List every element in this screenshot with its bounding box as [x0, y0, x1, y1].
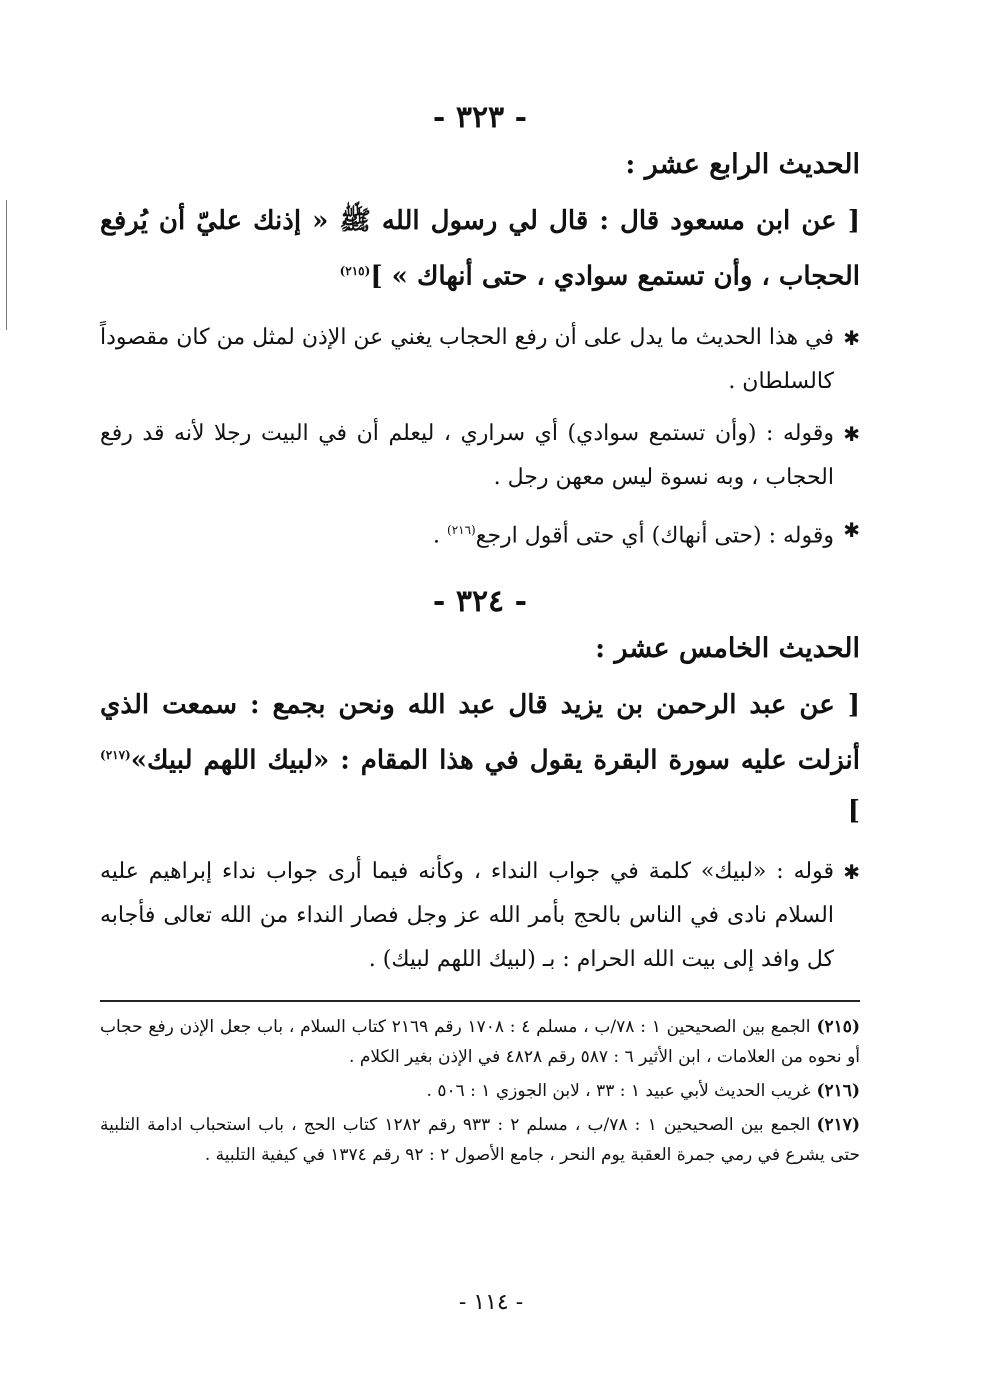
page-number: - ١١٤ -: [458, 1290, 524, 1315]
commentary-paragraph: [100, 850, 860, 982]
hadith-title: الحديث الخامس عشر :: [595, 632, 860, 664]
hadith-text: [100, 680, 860, 836]
footnote: [100, 1076, 860, 1106]
hadith-text: [100, 196, 860, 302]
hadith-title: الحديث الرابع عشر :: [625, 149, 860, 180]
commentary-paragraph: [100, 412, 860, 500]
asterisk-icon: ✱: [843, 517, 860, 542]
commentary-text: قوله : «لبيك» كلمة في جواب النداء ، وكأنه فيما أرى جواب نداء إبراهيم عليه السلام نادى في الناس بالحج بأمر الله عز وجل فصار النداء من الله تعالى فأجابه كل وافد إلى بيت الله الحرام : بـ (لبيك اللهم لبيك) .: [100, 858, 834, 972]
hadith-body: [ عن عبد الرحمن بن يزيد قال عبد الله ونحن بجمع : سمعت الذي أنزلت عليه سورة البقرة يقول في هذا المقام : «لبيك اللهم لبيك»: [100, 689, 860, 776]
commentary-text: وقوله : (وأن تستمع سوادي) أي سراري ، ليعلم أن في البيت رجلا لأنه قد رفع الحجاب ، وبه نسوة ليس معهن رجل .: [100, 420, 834, 490]
commentary-end: .: [433, 522, 448, 548]
hadith-end: ]: [847, 795, 860, 826]
footnote-text: الجمع بين الصحيحين ١ : ٧٨/ب ، مسلم ٢ : ٩٣٣ رقم ١٢٨٢ كتاب الحج ، باب استحباب ادامة التلبية حتى يشرع في رمي جمرة العقبة يوم النحر ، جامع الأصول ٢ : ٩٢ رقم ١٣٧٤ في كيفية التلبية .: [100, 1114, 860, 1165]
document-page: [100, 100, 860, 1174]
commentary-text: في هذا الحديث ما يدل على أن رفع الحجاب يغني عن الإذن لمثل من كان مقصوداً كالسلطان .: [100, 324, 834, 394]
asterisk-icon: ✱: [843, 421, 860, 446]
footnote-number: (٢١٧): [816, 1114, 860, 1135]
asterisk-icon: ✱: [843, 325, 860, 350]
commentary-text: وقوله : (حتى أنهاك) أي حتى أقول ارجع: [475, 522, 834, 548]
footnote-ref: (٢١٥): [339, 264, 371, 278]
footnote-text: غريب الحديث لأبي عبيد ١ : ٣٣ ، لابن الجوزي ١ : ٥٠٦ .: [426, 1080, 811, 1101]
commentary-paragraph: [100, 316, 860, 404]
commentary-paragraph: [100, 508, 860, 558]
footnote-separator: [100, 1000, 860, 1002]
footnote-ref: (٢١٦): [447, 522, 476, 537]
footnote-number: (٢١٦): [816, 1080, 860, 1101]
footnote: [100, 1110, 860, 1170]
binding-edge-line: [6, 200, 7, 330]
footnote: [100, 1012, 860, 1072]
footnote-number: (٢١٥): [816, 1016, 860, 1037]
section-number: - ٣٢٤ -: [432, 583, 528, 619]
asterisk-icon: ✱: [843, 859, 860, 884]
hadith-body: [ عن ابن مسعود قال : قال لي رسول الله ﷺ « إذنك عليّ أن يُرفع الحجاب ، وأن تستمع سوادي ، حتى أنهاك » ]: [100, 206, 860, 292]
section-number: - ٣٢٣ -: [432, 100, 528, 135]
footnote-ref: (٢١٧): [100, 747, 131, 762]
footnote-text: الجمع بين الصحيحين ١ : ٧٨/ب ، مسلم ٤ : ١٧٠٨ رقم ٢١٦٩ كتاب السلام ، باب جعل الإذن رفع حجاب أو نحوه من العلامات ، ابن الأثير ٦ : ٥٨٧ رقم ٤٨٢٨ في الإذن بغير الكلام .: [100, 1016, 860, 1067]
